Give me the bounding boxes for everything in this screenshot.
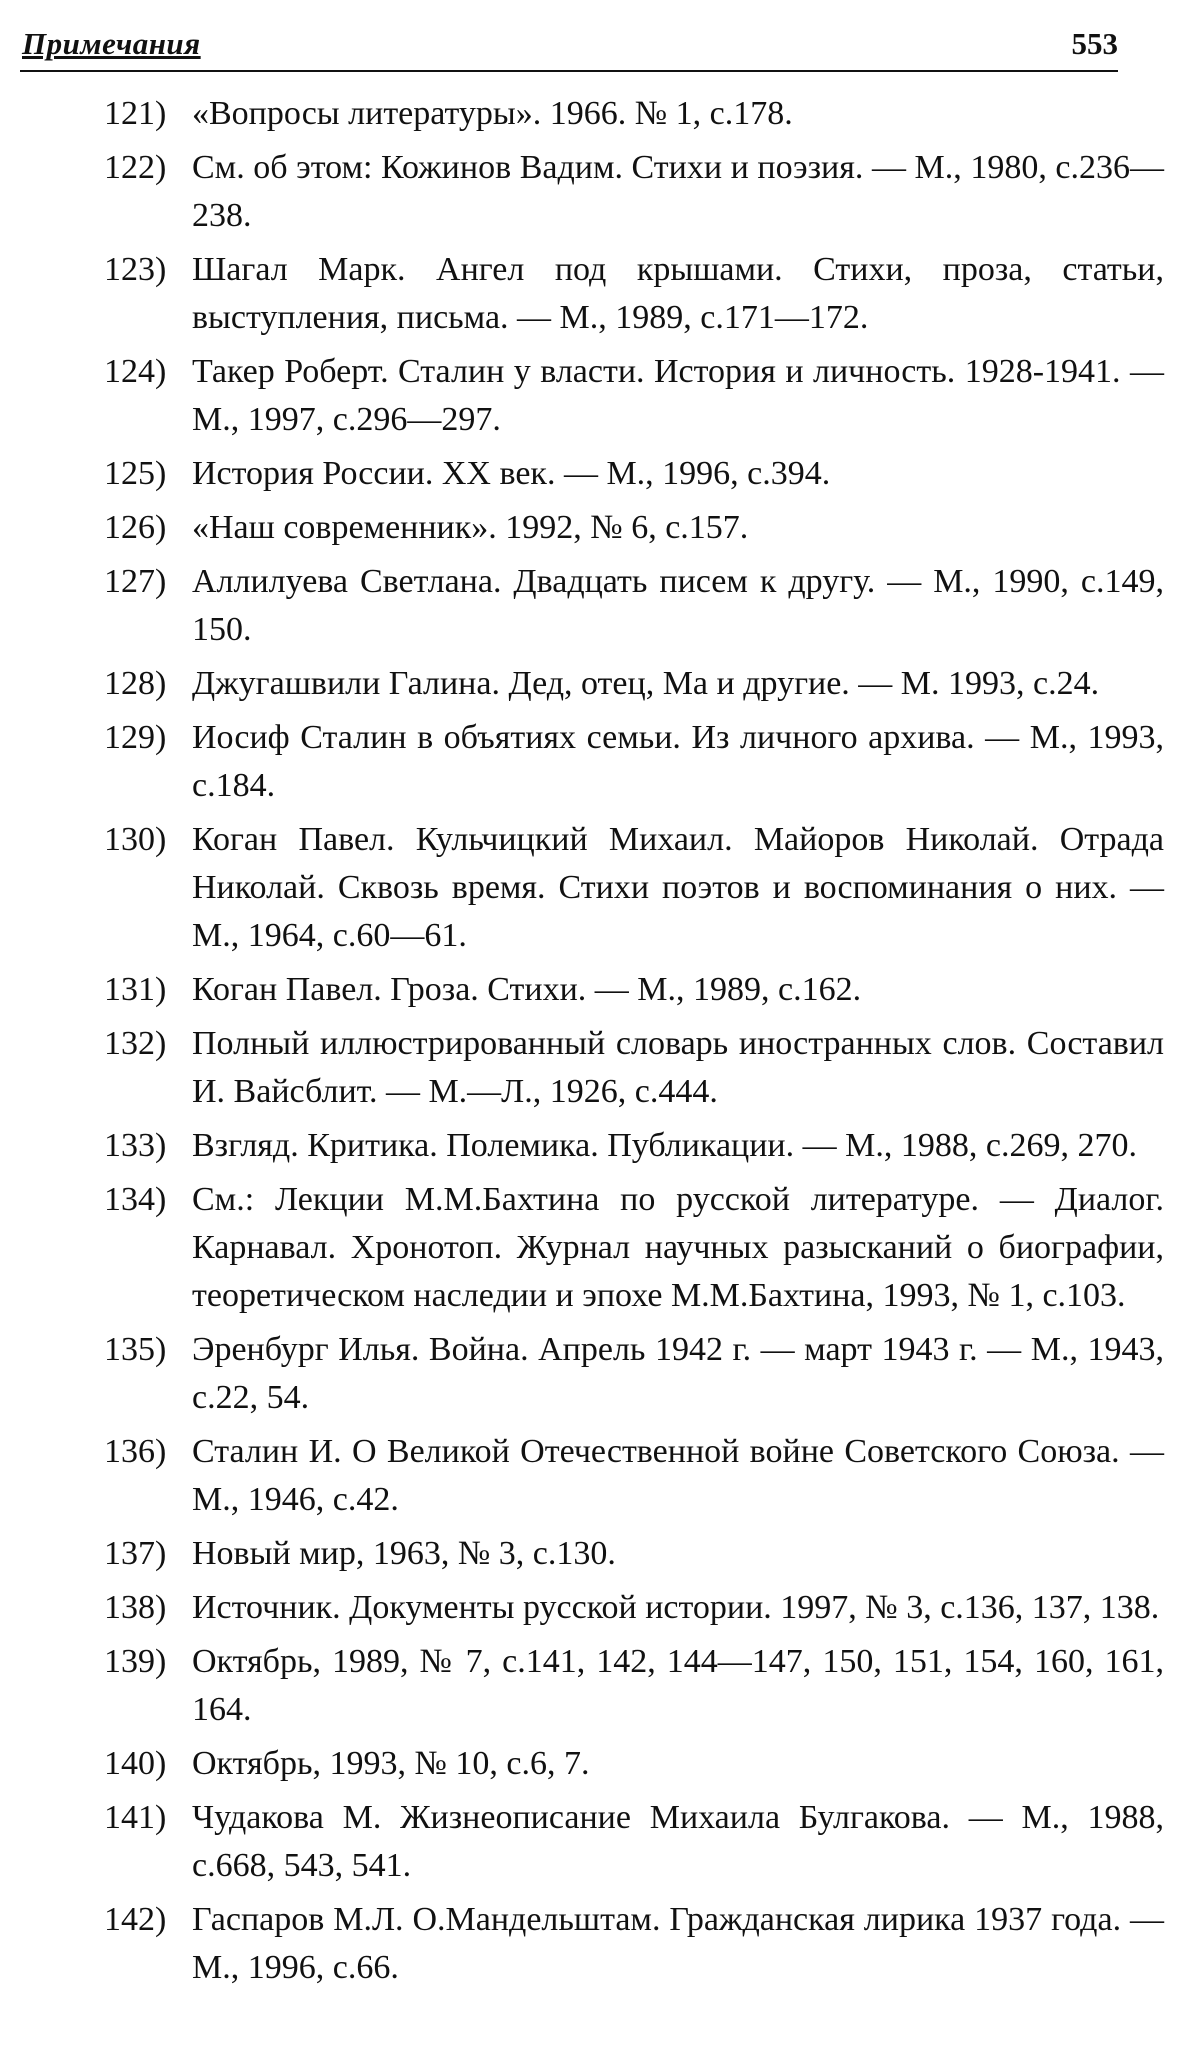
note-text: Новый мир, 1963, № 3, с.130. xyxy=(192,1535,616,1572)
note-number: 126) xyxy=(104,509,167,546)
note-item xyxy=(104,660,1164,708)
note-text: Полный иллюстрированный словарь иностранных слов. Составил И. Вайсблит. — М.—Л., 1926, с.444. xyxy=(192,1025,1164,1110)
note-number: 132) xyxy=(104,1025,167,1062)
note-item xyxy=(104,348,1164,444)
note-text: История России. XX век. — М., 1996, с.394. xyxy=(192,455,831,492)
note-number: 139) xyxy=(104,1643,167,1680)
note-item xyxy=(104,1794,1164,1890)
note-item xyxy=(104,144,1164,240)
note-item xyxy=(104,1122,1164,1170)
note-text: Коган Павел. Кульчицкий Михаил. Майоров Николай. Отрада Николай. Сквозь время. Стихи поэтов и воспоминания о них. — М., 1964, с.60—61. xyxy=(192,821,1164,954)
note-text: Иосиф Сталин в объятиях семьи. Из личного архива. — М., 1993, с.184. xyxy=(192,719,1164,804)
note-text: См.: Лекции М.М.Бахтина по русской литературе. — Диалог. Карнавал. Хронотоп. Журнал научных разысканий о биографии, теоретическом наследии и эпохе М.М.Бахтина, 1993, № 1, с.103. xyxy=(192,1181,1164,1314)
note-text: Источник. Документы русской истории. 1997, № 3, с.136, 137, 138. xyxy=(192,1589,1160,1626)
page-header xyxy=(20,26,1118,72)
note-text: Аллилуева Светлана. Двадцать писем к другу. — М., 1990, с.149, 150. xyxy=(192,563,1164,648)
note-item xyxy=(104,450,1164,498)
note-text: Сталин И. О Великой Отечественной войне Советского Союза. — М., 1946, с.42. xyxy=(192,1433,1164,1518)
note-item xyxy=(104,1740,1164,1788)
note-number: 138) xyxy=(104,1589,167,1626)
note-item xyxy=(104,246,1164,342)
note-item xyxy=(104,1428,1164,1524)
note-number: 121) xyxy=(104,95,167,132)
note-text: Эренбург Илья. Война. Апрель 1942 г. — март 1943 г. — М., 1943, с.22, 54. xyxy=(192,1331,1164,1416)
note-item xyxy=(104,966,1164,1014)
note-text: Шагал Марк. Ангел под крышами. Стихи, проза, статьи, выступления, письма. — М., 1989, с.171—172. xyxy=(192,251,1164,336)
note-text: Взгляд. Критика. Полемика. Публикации. — М., 1988, с.269, 270. xyxy=(192,1127,1137,1164)
note-item xyxy=(104,816,1164,960)
note-item xyxy=(104,1020,1164,1116)
note-number: 136) xyxy=(104,1433,167,1470)
note-number: 141) xyxy=(104,1799,167,1836)
note-item xyxy=(104,504,1164,552)
note-text: «Наш современник». 1992, № 6, с.157. xyxy=(192,509,749,546)
note-number: 125) xyxy=(104,455,167,492)
note-item xyxy=(104,1896,1164,1992)
section-title: Примечания xyxy=(22,26,201,61)
note-number: 127) xyxy=(104,563,167,600)
note-item xyxy=(104,1584,1164,1632)
note-number: 137) xyxy=(104,1535,167,1572)
note-item xyxy=(104,714,1164,810)
note-text: Коган Павел. Гроза. Стихи. — М., 1989, с.162. xyxy=(192,971,862,1008)
note-number: 130) xyxy=(104,821,167,858)
note-text: Джугашвили Галина. Дед, отец, Ма и другие. — М. 1993, с.24. xyxy=(192,665,1100,702)
note-number: 123) xyxy=(104,251,167,288)
note-number: 142) xyxy=(104,1901,167,1938)
note-text: См. об этом: Кожинов Вадим. Стихи и поэзия. — М., 1980, с.236—238. xyxy=(192,149,1164,234)
note-item xyxy=(104,1176,1164,1320)
note-number: 135) xyxy=(104,1331,167,1368)
notes-list xyxy=(104,90,1164,1998)
note-text: Гаспаров М.Л. О.Мандельштам. Гражданская лирика 1937 года. — М., 1996, с.66. xyxy=(192,1901,1164,1986)
note-text: Октябрь, 1993, № 10, с.6, 7. xyxy=(192,1745,590,1782)
note-number: 133) xyxy=(104,1127,167,1164)
note-number: 122) xyxy=(104,149,167,186)
note-text: Октябрь, 1989, № 7, с.141, 142, 144—147, 150, 151, 154, 160, 161, 164. xyxy=(192,1643,1164,1728)
note-text: Такер Роберт. Сталин у власти. История и личность. 1928-1941. — М., 1997, с.296—297. xyxy=(192,353,1164,438)
note-number: 131) xyxy=(104,971,167,1008)
note-item xyxy=(104,1326,1164,1422)
note-number: 128) xyxy=(104,665,167,702)
note-text: Чудакова М. Жизнеописание Михаила Булгакова. — М., 1988, с.668, 543, 541. xyxy=(192,1799,1164,1884)
note-text: «Вопросы литературы». 1966. № 1, с.178. xyxy=(192,95,793,132)
note-item xyxy=(104,1530,1164,1578)
note-item xyxy=(104,558,1164,654)
note-item xyxy=(104,90,1164,138)
note-number: 129) xyxy=(104,719,167,756)
note-number: 124) xyxy=(104,353,167,390)
note-item xyxy=(104,1638,1164,1734)
page-number: 553 xyxy=(1071,26,1118,61)
note-number: 134) xyxy=(104,1181,167,1218)
note-number: 140) xyxy=(104,1745,167,1782)
